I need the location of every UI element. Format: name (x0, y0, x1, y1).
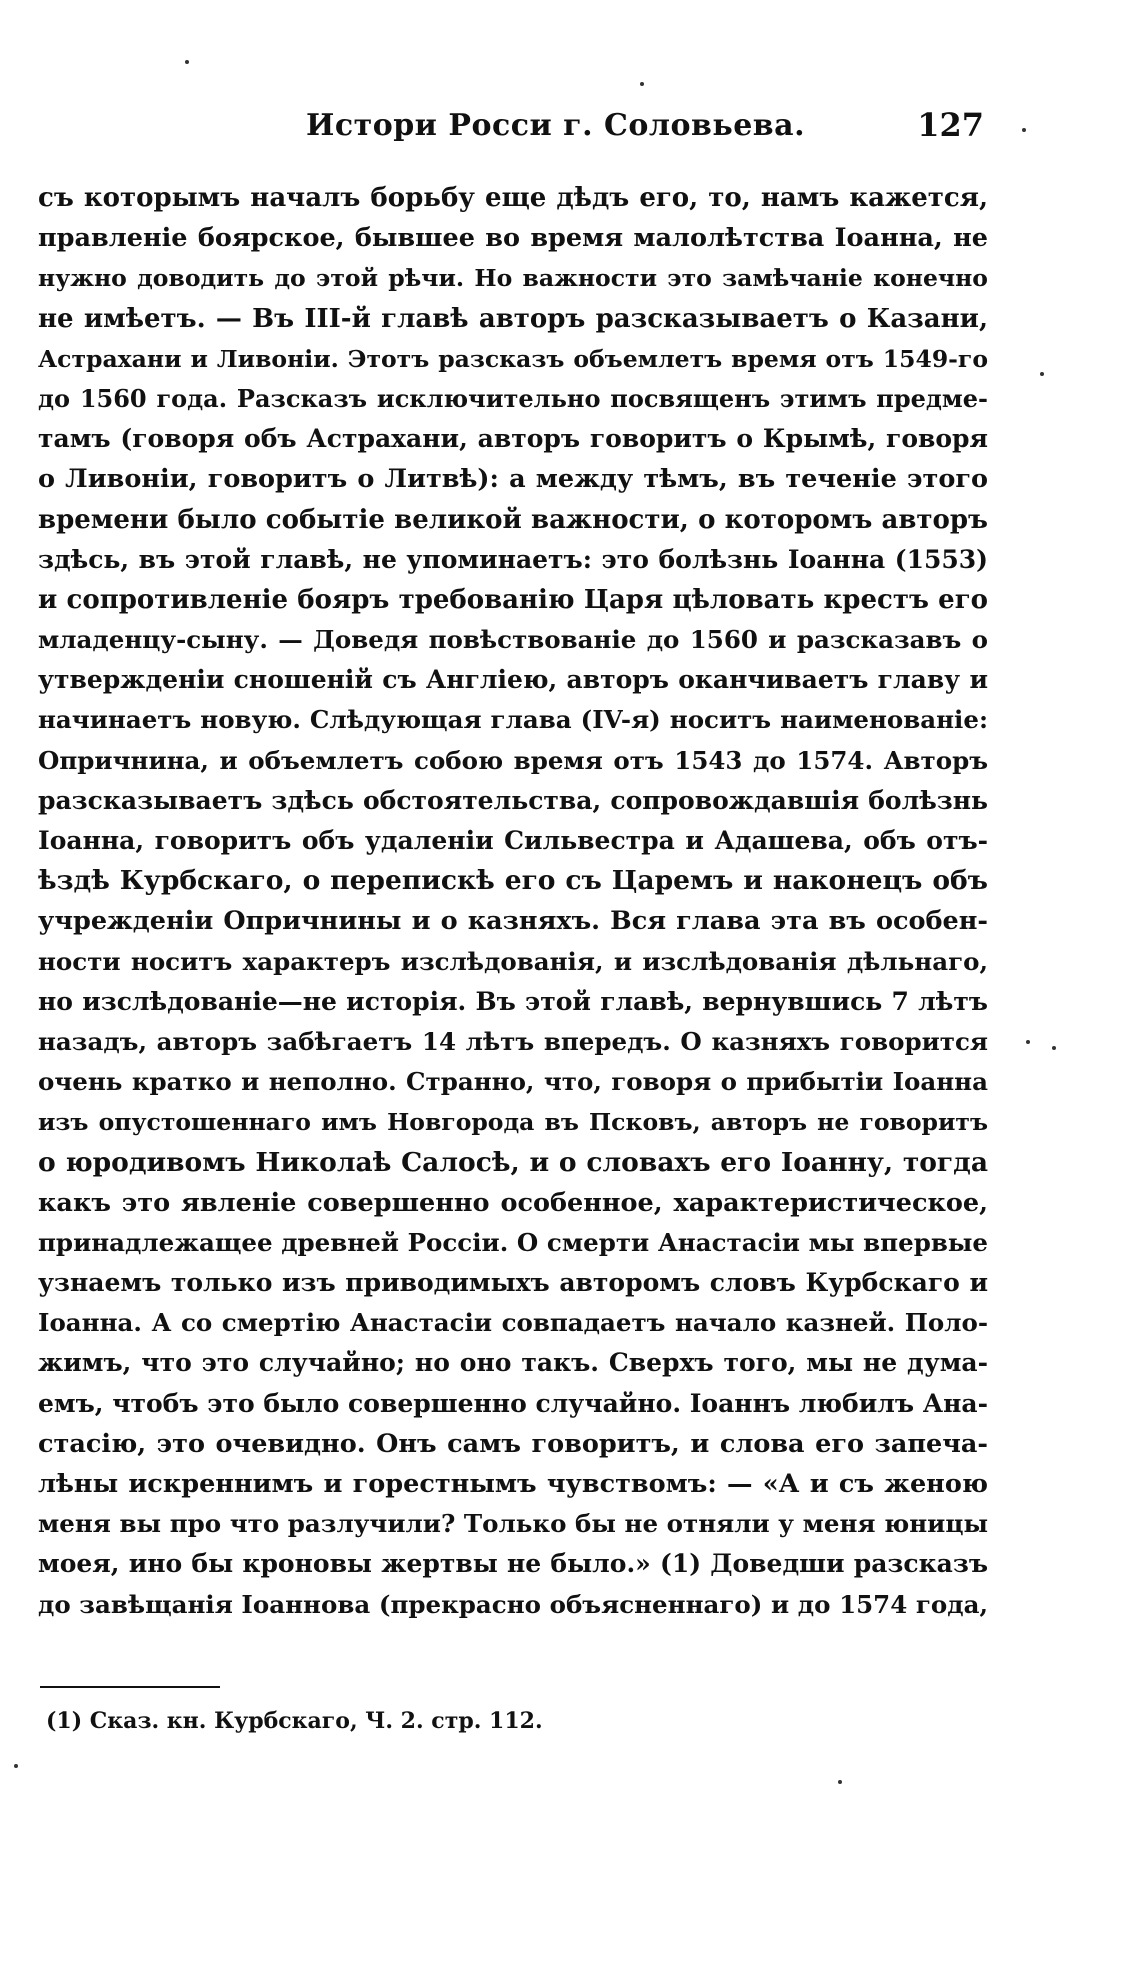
print-speck (838, 1780, 842, 1784)
print-speck (1040, 372, 1044, 376)
text-line: стасію, это очевидно. Онъ самъ говоритъ, и слова его запеча- (38, 1428, 988, 1459)
text-line: о Ливоніи, говоритъ о Литвѣ): а между тѣмъ, въ теченіе этого (38, 464, 988, 495)
text-line: какъ это явленіе совершенно особенное, характеристическое, (38, 1187, 988, 1218)
text-line: Астрахани и Ливоніи. Этотъ разсказъ объемлетъ время отъ 1549-го (38, 344, 988, 373)
text-line: узнаемъ только изъ приводимыхъ авторомъ словъ Курбскаго и (38, 1268, 988, 1298)
text-line: до завѣщанія Іоаннова (прекрасно объясненнаго) и до 1574 года, (38, 1589, 988, 1619)
print-speck (1026, 1040, 1030, 1044)
body-text (38, 178, 988, 1625)
text-line: и сопротивленіе бояръ требованію Царя цѣловать крестъ его (38, 584, 988, 615)
text-line: Іоанна. А со смертію Анастасіи совпадаетъ начало казней. Поло- (38, 1308, 988, 1338)
text-line: жимъ, что это случайно; но оно такъ. Сверхъ того, мы не дума- (38, 1348, 988, 1378)
text-line: принадлежащее древней Россіи. О смерти Анастасіи мы впервые (38, 1227, 988, 1257)
text-line: но изслѣдованіе—не исторія. Въ этой главѣ, вернувшись 7 лѣтъ (38, 986, 988, 1016)
text-line: разсказываетъ здѣсь обстоятельства, сопровождавшія болѣзнь (38, 785, 988, 815)
running-title: Истори Росси г. Соловьева. (306, 108, 806, 143)
text-line: нужно доводить до этой рѣчи. Но важности это замѣчаніе конечно (38, 264, 988, 293)
print-speck (640, 82, 644, 86)
text-line: тамъ (говоря объ Астрахани, авторъ говоритъ о Крымѣ, говоря (38, 424, 988, 454)
footnote: (1) Сказ. кн. Курбскаго, Ч. 2. стр. 112. (46, 1708, 543, 1734)
page-number: 127 (917, 106, 984, 144)
text-line: Іоанна, говоритъ объ удаленіи Сильвестра и Адашева, объ отъ- (38, 826, 988, 855)
print-speck (185, 60, 189, 64)
text-line: моея, ино бы кроновы жертвы не было.» (1) Доведши разсказъ (38, 1549, 988, 1579)
text-line: лѣны искреннимъ и горестнымъ чувствомъ: — «А и съ женою (38, 1469, 988, 1499)
text-line: учрежденіи Опричнины и о казняхъ. Вся глава эта въ особен- (38, 906, 988, 937)
text-line: времени было событіе великой важности, о которомъ авторъ (38, 504, 988, 535)
text-line: правленіе боярское, бывшее во время малолѣтства Іоанна, не (38, 223, 988, 254)
text-line: очень кратко и неполно. Странно, что, говоря о прибытіи Іоанна (38, 1067, 988, 1097)
print-speck (14, 1764, 18, 1768)
text-line: здѣсь, въ этой главѣ, не упоминаетъ: это болѣзнь Іоанна (1553) (38, 544, 988, 574)
text-line: съ которымъ началъ борьбу еще дѣдъ его, то, намъ кажется, (38, 183, 988, 213)
text-line: до 1560 года. Разсказъ исключительно посвященъ этимъ предме- (38, 383, 988, 413)
text-line: меня вы про что разлучили? Только бы не отняли у меня юницы (38, 1509, 988, 1539)
text-line: Опричнина, и объемлетъ собою время отъ 1543 до 1574. Авторъ (38, 745, 988, 775)
text-line: начинаетъ новую. Слѣдующая глава (IV-я) носитъ наименованіе: (38, 705, 988, 735)
text-line: ности носитъ характеръ изслѣдованія, и изслѣдованія дѣльнаго, (38, 946, 988, 976)
text-line: младенцу-сыну. — Доведя повѣствованіе до 1560 и разсказавъ о (38, 625, 988, 655)
print-speck (1022, 128, 1026, 132)
text-line: утвержденіи сношеній съ Англіею, авторъ оканчиваетъ главу и (38, 665, 988, 695)
page-header (36, 108, 1036, 152)
footnote-divider (40, 1686, 220, 1688)
text-line: изъ опустошеннаго имъ Новгорода въ Псковъ, авторъ не говоритъ (38, 1108, 988, 1137)
print-speck (1052, 1046, 1056, 1050)
text-line: ѣздѣ Курбскаго, о перепискѣ его съ Царемъ и наконецъ объ (38, 865, 988, 897)
text-line: назадъ, авторъ забѣгаетъ 14 лѣтъ впередъ. О казняхъ говорится (38, 1026, 988, 1056)
text-line: не имѣетъ. — Въ III-й главѣ авторъ разсказываетъ о Казани, (38, 303, 988, 334)
text-line: о юродивомъ Николаѣ Салосѣ, и о словахъ его Іоанну, тогда (38, 1146, 988, 1178)
text-line: емъ, чтобъ это было совершенно случайно. Іоаннъ любилъ Ана- (38, 1388, 988, 1418)
